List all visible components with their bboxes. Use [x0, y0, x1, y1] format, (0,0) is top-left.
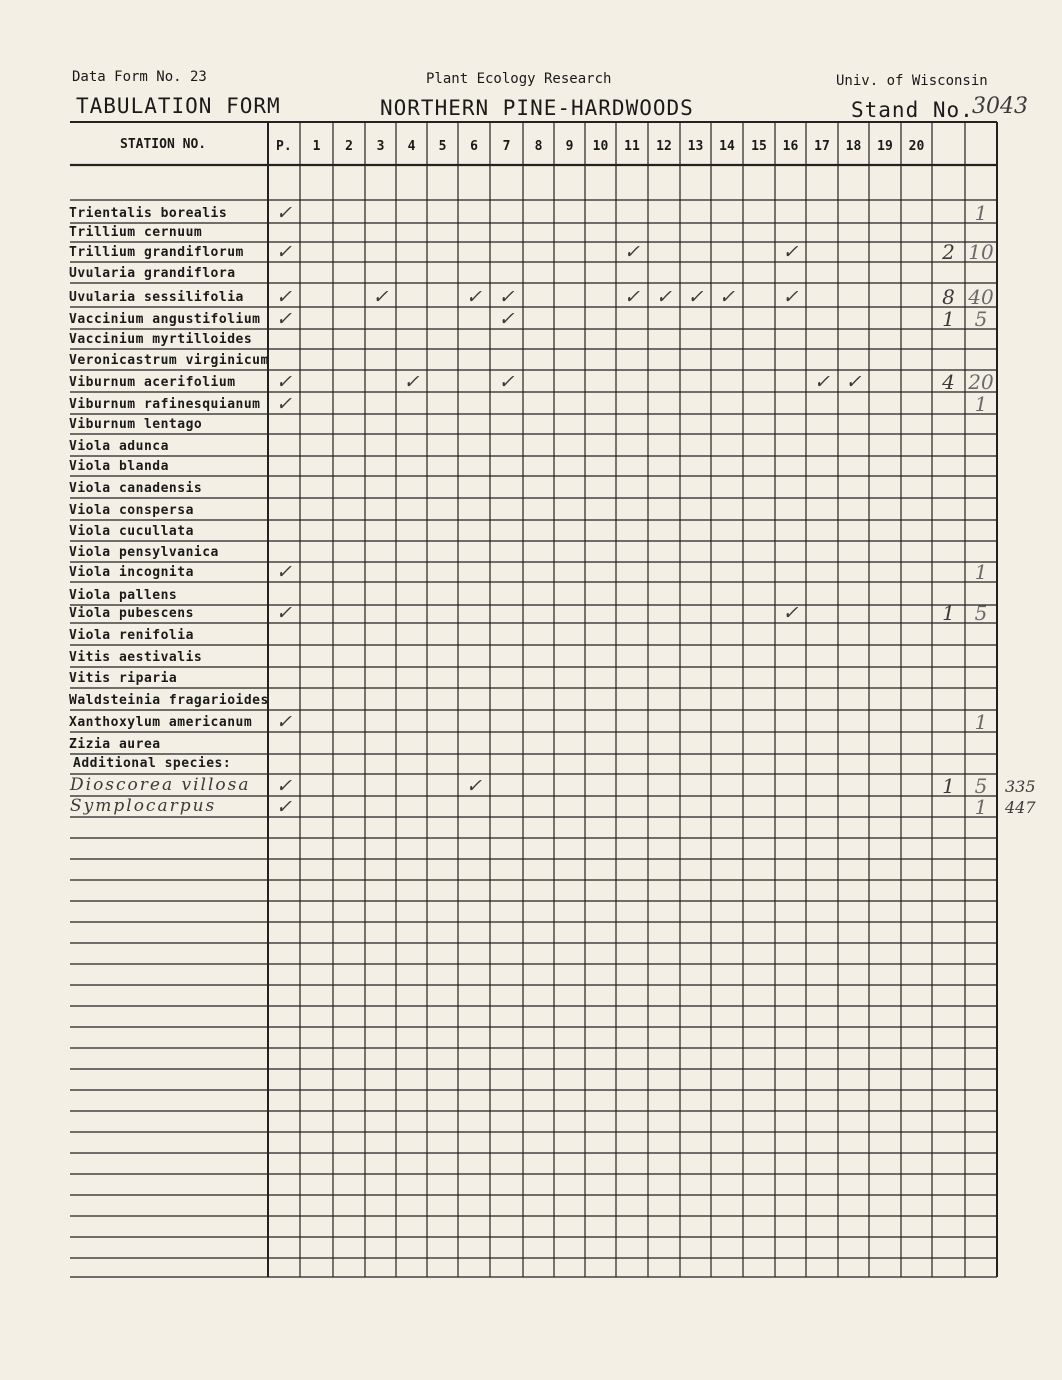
station-number-10: 10	[592, 139, 609, 154]
presence-check: ✓	[276, 286, 292, 308]
station-check: ✓	[498, 286, 515, 308]
total-value: 1	[974, 560, 988, 584]
species-name: Trientalis borealis	[69, 206, 228, 221]
station-check: ✓	[403, 371, 420, 393]
species-name: Vaccinium myrtilloides	[69, 332, 253, 347]
species-name: Uvularia sessilifolia	[69, 290, 244, 305]
total-value: 20	[968, 370, 994, 394]
frequency-value: 2	[942, 240, 955, 264]
station-number-18: 18	[845, 139, 862, 154]
presence-check: ✓	[276, 202, 292, 224]
species-name: Xanthoxylum americanum	[69, 715, 253, 730]
total-value: 5	[974, 774, 988, 798]
station-number-19: 19	[877, 139, 893, 154]
stand-number: 3043	[972, 94, 1028, 119]
station-check: ✓	[845, 371, 862, 393]
total-value: 1	[974, 710, 988, 734]
station-number-11: 11	[624, 139, 640, 154]
presence-check: ✓	[276, 561, 292, 583]
frequency-value: 1	[942, 774, 955, 798]
presence-check: ✓	[276, 796, 292, 818]
station-check: ✓	[466, 775, 482, 797]
presence-column-label: P.	[276, 139, 292, 154]
station-number-12: 12	[656, 139, 672, 154]
species-name: Viola pallens	[69, 588, 178, 603]
margin-note: 335	[1005, 777, 1036, 796]
species-name: Viola renifolia	[69, 628, 194, 643]
species-name: Veronicastrum virginicum	[69, 353, 269, 368]
species-name: Vaccinium angustifolium	[69, 312, 261, 327]
station-number-3: 3	[376, 139, 385, 154]
species-name: Viola incognita	[69, 565, 194, 580]
species-name: Waldsteinia fragarioides	[69, 693, 269, 708]
frequency-value: 4	[942, 370, 955, 394]
station-check: ✓	[498, 308, 515, 330]
station-number-5: 5	[438, 139, 447, 154]
station-check: ✓	[782, 241, 799, 263]
university-name: Univ. of Wisconsin	[836, 73, 988, 89]
station-no-label: STATION NO.	[120, 137, 207, 152]
species-name: Viola cucullata	[69, 524, 194, 539]
species-name: Viburnum lentago	[69, 417, 203, 432]
presence-check: ✓	[276, 393, 292, 415]
station-number-15: 15	[751, 139, 767, 154]
station-check: ✓	[814, 371, 830, 393]
station-check: ✓	[782, 602, 799, 624]
station-check: ✓	[719, 286, 735, 308]
species-name: Trillium cernuum	[69, 225, 203, 240]
station-check: ✓	[372, 286, 389, 308]
station-number-4: 4	[407, 139, 416, 154]
stand-label: Stand No.	[851, 98, 974, 122]
frequency-value: 1	[942, 601, 955, 625]
margin-note: 447	[1005, 798, 1036, 817]
presence-check: ✓	[276, 775, 292, 797]
species-name: Vitis aestivalis	[69, 650, 203, 665]
station-number-17: 17	[814, 139, 830, 154]
total-value: 5	[974, 601, 988, 625]
station-number-20: 20	[908, 139, 925, 154]
species-name: Viola blanda	[69, 459, 169, 474]
total-value: 5	[974, 307, 988, 331]
station-check: ✓	[624, 241, 640, 263]
station-number-2: 2	[345, 139, 353, 154]
total-value: 40	[968, 285, 994, 309]
species-name: Dioscorea villosa	[70, 775, 251, 795]
station-check: ✓	[782, 286, 799, 308]
total-value: 1	[974, 201, 988, 225]
species-name: Viburnum acerifolium	[69, 375, 236, 390]
form-title: TABULATION FORM	[76, 94, 281, 118]
frequency-value: 1	[942, 307, 955, 331]
additional-species-label: Additional species:	[73, 756, 232, 771]
species-name: Zizia aurea	[69, 737, 161, 752]
station-number-7: 7	[502, 139, 511, 154]
research-title: Plant Ecology Research	[426, 71, 612, 87]
station-check: ✓	[498, 371, 515, 393]
presence-check: ✓	[276, 711, 292, 733]
species-name: Viola canadensis	[69, 481, 203, 496]
station-number-13: 13	[687, 139, 704, 154]
presence-check: ✓	[276, 241, 292, 263]
species-name: Viola conspersa	[69, 503, 194, 518]
species-name: Viola pubescens	[69, 606, 194, 621]
station-number-9: 9	[565, 139, 574, 154]
species-name: Viola pensylvanica	[69, 545, 219, 560]
station-check: ✓	[466, 286, 482, 308]
species-name: Trillium grandiflorum	[69, 245, 244, 260]
station-check: ✓	[687, 286, 704, 308]
presence-check: ✓	[276, 308, 292, 330]
station-number-6: 6	[470, 139, 478, 154]
species-name: Vitis riparia	[69, 671, 178, 686]
station-number-14: 14	[719, 139, 735, 154]
form-number: Data Form No. 23	[72, 69, 207, 85]
species-name: Viola adunca	[69, 439, 169, 454]
station-number-1: 1	[312, 139, 321, 154]
frequency-value: 8	[942, 285, 955, 309]
total-value: 1	[974, 795, 988, 819]
total-value: 1	[974, 392, 988, 416]
station-number-16: 16	[782, 139, 799, 154]
community-title: NORTHERN PINE-HARDWOODS	[380, 96, 694, 120]
station-check: ✓	[624, 286, 640, 308]
presence-check: ✓	[276, 602, 292, 624]
species-name: Viburnum rafinesquianum	[69, 397, 261, 412]
station-number-8: 8	[534, 139, 543, 154]
station-check: ✓	[656, 286, 672, 308]
total-value: 10	[968, 240, 994, 264]
species-name: Symplocarpus	[70, 796, 217, 816]
species-name: Uvularia grandiflora	[69, 266, 236, 281]
presence-check: ✓	[276, 371, 292, 393]
